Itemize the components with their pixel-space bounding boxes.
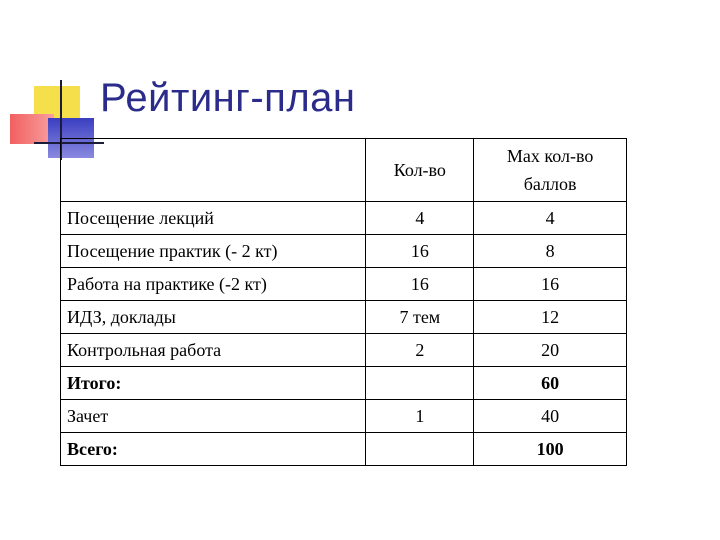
- header-cell-count: Кол-во: [366, 139, 474, 202]
- row-count-cell: [366, 433, 474, 466]
- row-count-cell: 16: [366, 268, 474, 301]
- slide-title: Рейтинг-план: [100, 76, 356, 120]
- row-name-cell: Контрольная работа: [61, 334, 366, 367]
- row-name-cell: Зачет: [61, 400, 366, 433]
- row-name-cell: Итого:: [61, 367, 366, 400]
- row-count-cell: [366, 367, 474, 400]
- table-row: [61, 367, 627, 400]
- table-body: [61, 202, 627, 466]
- header-cell-max: Max кол-во баллов: [474, 139, 627, 202]
- row-max-cell: 8: [474, 235, 627, 268]
- table-row: [61, 202, 627, 235]
- table-row: [61, 433, 627, 466]
- table-row: [61, 235, 627, 268]
- row-count-cell: 2: [366, 334, 474, 367]
- row-name-cell: Всего:: [61, 433, 366, 466]
- row-max-cell: 40: [474, 400, 627, 433]
- row-count-cell: 16: [366, 235, 474, 268]
- table-row: [61, 301, 627, 334]
- row-name-cell: Работа на практике (-2 кт): [61, 268, 366, 301]
- table-row: [61, 334, 627, 367]
- row-count-cell: 1: [366, 400, 474, 433]
- row-count-cell: 4: [366, 202, 474, 235]
- row-max-cell: 60: [474, 367, 627, 400]
- row-name-cell: Посещение практик (- 2 кт): [61, 235, 366, 268]
- row-max-cell: 12: [474, 301, 627, 334]
- table-row: [61, 268, 627, 301]
- row-name-cell: Посещение лекций: [61, 202, 366, 235]
- row-count-cell: 7 тем: [366, 301, 474, 334]
- rating-plan-table: [60, 138, 627, 466]
- row-name-cell: ИДЗ, доклады: [61, 301, 366, 334]
- table-header-row: [61, 139, 627, 202]
- row-max-cell: 20: [474, 334, 627, 367]
- row-max-cell: 16: [474, 268, 627, 301]
- header-cell-name: [61, 139, 366, 202]
- table-row: [61, 400, 627, 433]
- row-max-cell: 100: [474, 433, 627, 466]
- row-max-cell: 4: [474, 202, 627, 235]
